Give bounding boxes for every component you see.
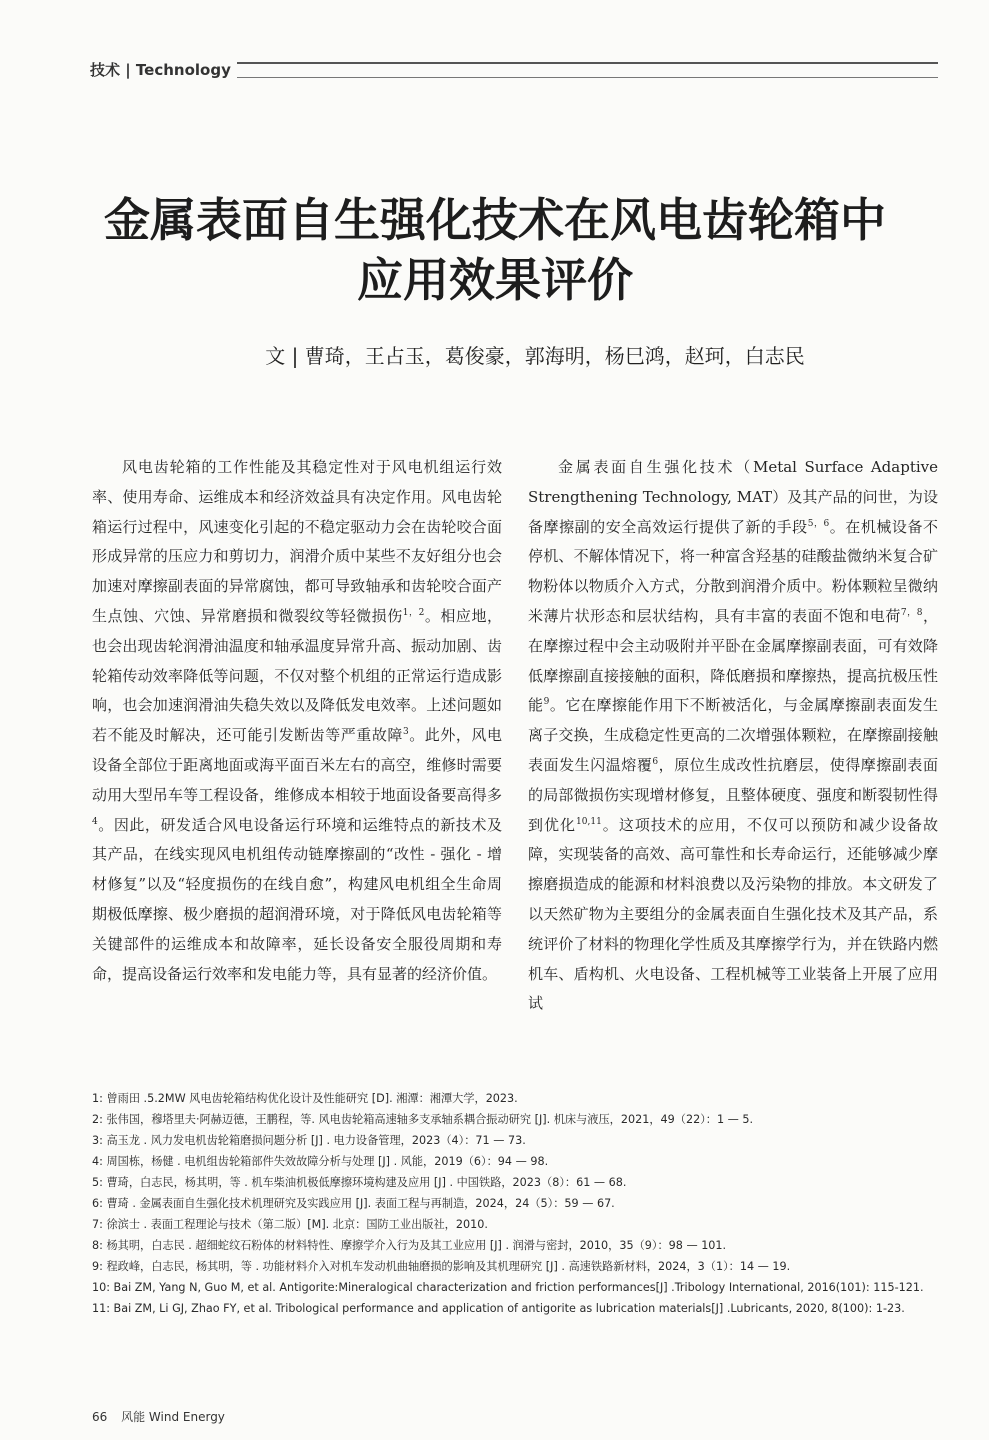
citation: 3 [402,727,409,738]
reference-list [92,1088,938,1319]
journal-name: 风能 Wind Energy [121,1410,225,1424]
title-line: 金属表面自生强化技术在风电齿轮箱中 [104,193,886,247]
reference-item: 1: 曾雨田 .5.2MW 风电齿轮箱结构优化设计及性能研究 [D]. 湘潭：湘潭大学，2023. [92,1092,518,1105]
body-column-right [528,453,938,1019]
reference-item: 5: 曹琦，白志民，杨其明，等 . 机车柴油机极低摩擦环境构建及应用 [J] . 中国铁路，2023（8）：61 — 68. [92,1176,627,1189]
reference-item: 10: Bai ZM, Yang N, Guo M, et al. Antigorite:Mineralogical characterization and friction performances[J] .Tribology International, 2016(101): 115-121. [92,1281,924,1294]
section-header [90,60,938,82]
section-label: 技术 | Technology [90,60,237,80]
author-line: 文 | 曹琦，王占玉，葛俊豪，郭海明，杨巳鸿，赵珂，白志民 [265,344,805,368]
body-column-left [92,453,502,989]
title-line: 应用效果评价 [357,253,633,307]
reference-item: 8: 杨其明，白志民 . 超细蛇纹石粉体的材料特性、摩擦学介入行为及其工业应用 [J] . 润滑与密封，2010，35（9）：98 — 101. [92,1239,727,1252]
article-title [60,190,930,310]
body-paragraph: 金属表面自生强化技术（Metal Surface Adaptive Strengthening Technology, MAT）及其产品的问世，为设备摩擦副的安全高效运行提供了新的手段$^{5,6}$。在机械设备不停机、不解体情况下，将一种富含羟基的硅酸盐微纳米复合矿物粉体以物质介入方式，分散到润滑介质中。粉体颗粒呈微纳米薄片状形态和层状结构，具有丰富的表面不饱和电荷$^{7,8}$，在摩擦过程中会主动吸附并平卧在金属摩擦副表面，可有效降低摩擦副直接接触的面积，降低磨损和摩擦热，提高抗极压性能$^9$。它在摩擦能作用下不断被活化，与金属摩擦副表面发生离子交换，生成稳定性更高的二次增强体颗粒，在摩擦副接触表面发生闪温熔覆$^6$，原位生成改性抗磨层，使得摩擦副表面的局部微损伤实现增材修复，且整体硬度、强度和断裂韧性得到优化$^{10,11}$。这项技术的应用，不仅可以预防和减少设备故障，实现装备的高效、高可靠性和长寿命运行，还能够减少摩擦磨损造成的能源和材料浪费以及污染物的排放。本文研发了以天然矿物为主要组分的金属表面自生强化技术及其产品，系统评价了材料的物理化学性质及其摩擦学行为，并在铁路内燃机车、盾构机、火电设备、工程机械等工业装备上开展了应用试 [528,458,938,1013]
citation: 4 [92,816,98,827]
reference-item: 11: Bai ZM, Li GJ, Zhao FY, et al. Tribological performance and application of antigorite as lubrication materials[J] .Lubricants, 2020, 8(100): 1-23. [92,1302,905,1315]
reference-item: 7: 徐滨士 . 表面工程理论与技术（第二版）[M]. 北京：国防工业出版社，2010. [92,1218,488,1231]
reference-item: 6: 曹琦 . 金属表面自生强化技术机理研究及实践应用 [J]. 表面工程与再制造，2024，24（5）：59 — 67. [92,1197,615,1210]
reference-item: 3: 高玉龙 . 风力发电机齿轮箱磨损问题分析 [J] . 电力设备管理，2023（4）：71 — 73. [92,1134,526,1147]
citation: 6 [652,756,659,767]
citation: 1，2 [402,607,425,618]
page-number: 66 [92,1410,108,1424]
reference-item: 4: 周国栋，杨健 . 电机组齿轮箱部件失效故障分析与处理 [J] . 风能，2019（6）：94 — 98. [92,1155,549,1168]
body-paragraph: 风电齿轮箱的工作性能及其稳定性对于风电机组运行效率、使用寿命、运维成本和经济效益具有决定作用。风电齿轮箱运行过程中，风速变化引起的不稳定驱动力会在齿轮咬合面形成异常的压应力和剪切力，润滑介质中某些不友好组分也会加速对摩擦副表面的异常腐蚀，都可导致轴承和齿轮咬合面产生点蚀、穴蚀、异常磨损和微裂纹等轻微损伤$^{1,2}$。相应地，也会出现齿轮润滑油温度和轴承温度异常升高、振动加剧、齿轮箱传动效率降低等问题，不仅对整个机组的正常运行造成影响，也会加速润滑油失稳失效以及降低发电效率。上述问题如若不能及时解决，还可能引发断齿等严重故障$^3$。此外，风电设备全部位于距离地面或海平面百米左右的高空，维修时需要动用大型吊车等工程设备，维修成本相较于地面设备要高得多$^4$。因此，研发适合风电设备运行环境和运维特点的新技术及其产品，在线实现风电机组传动链摩擦副的“改性 - 强化 - 增材修复”以及“轻度损伤的在线自愈”，构建风电机组全生命周期极低摩擦、极少磨损的超润滑环境，对于降低风电齿轮箱等关键部件的运维成本和故障率，延长设备安全服役周期和寿命，提高设备运行效率和发电能力等，具有显著的经济价值。 [92,458,502,983]
citation: 10,11 [576,816,602,827]
citation: 7，8 [900,607,923,618]
page-footer [92,1408,225,1425]
citation: 9 [543,697,550,708]
reference-item: 9: 程政峰，白志民，杨其明，等 . 功能材料介入对机车发动机曲轴磨损的影响及其机理研究 [J] . 高速铁路新材料，2024，3（1）：14 — 19. [92,1260,791,1273]
reference-item: 2: 张伟国，穆塔里夫·阿赫迈德，王鹏程，等. 风电齿轮箱高速轴多支承轴系耦合振动研究 [J]. 机床与液压，2021，49（22）：1 — 5. [92,1113,754,1126]
citation: 5，6 [807,518,830,529]
